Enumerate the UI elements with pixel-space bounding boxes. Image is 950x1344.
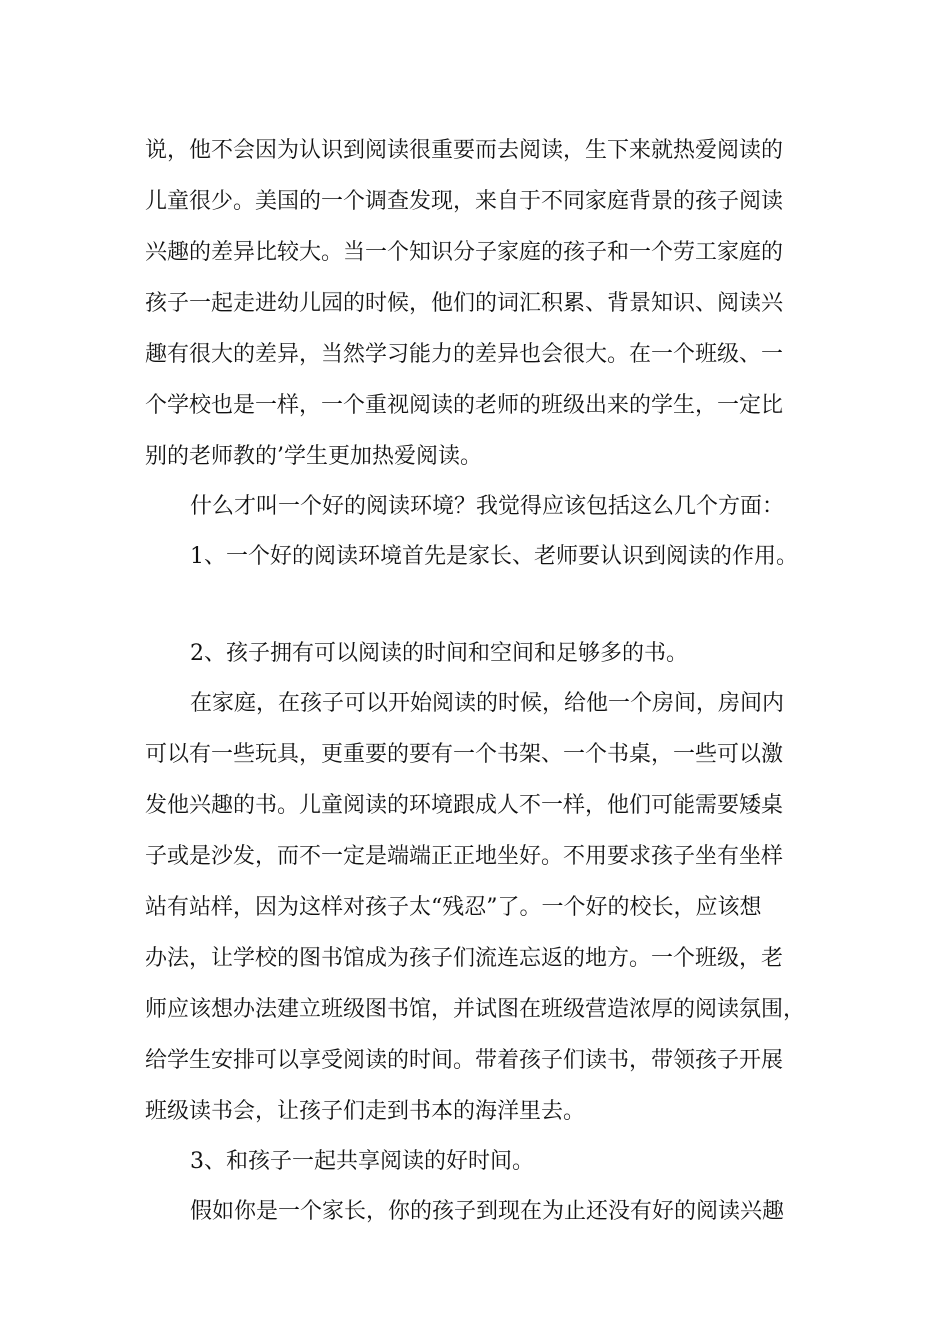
list-item-2: 2、孩子拥有可以阅读的时间和空间和足够多的书。	[190, 641, 688, 666]
list-item-3: 3、和孩子一起共享阅读的好时间。	[190, 1149, 534, 1174]
text-line: 子或是沙发，而不一定是端端正正地坐好。不用要求孩子坐有坐样	[145, 844, 784, 869]
text-line: 孩子一起走进幼儿园的时候，他们的词汇积累、背景知识、阅读兴	[145, 291, 784, 316]
text-line: 师应该想办法建立班级图书馆，并试图在班级营造浓厚的阅读氛围，	[145, 997, 806, 1022]
text-line: 说，他不会因为认识到阅读很重要而去阅读，生下来就热爱阅读的	[145, 138, 784, 163]
paragraph-start: 假如你是一个家长，你的孩子到现在为止还没有好的阅读兴趣	[190, 1199, 785, 1224]
text-line: 给学生安排可以享受阅读的时间。带着孩子们读书，带领孩子开展	[145, 1048, 784, 1073]
text-line: 可以有一些玩具，更重要的要有一个书架、一个书桌，一些可以激	[145, 742, 784, 767]
paragraph-start: 什么才叫一个好的阅读环境？我觉得应该包括这么几个方面：	[190, 494, 785, 519]
text-line: 发他兴趣的书。儿童阅读的环境跟成人不一样，他们可能需要矮桌	[145, 793, 784, 818]
text-line: 班级读书会，让孩子们走到书本的海洋里去。	[145, 1099, 586, 1124]
paragraph-start: 在家庭，在孩子可以开始阅读的时候，给他一个房间，房间内	[190, 691, 785, 716]
text-line: 个学校也是一样，一个重视阅读的老师的班级出来的学生，一定比	[145, 393, 784, 418]
text-line: 趣有很大的差异，当然学习能力的差异也会很大。在一个班级、一	[145, 342, 784, 367]
list-item-1: 1、一个好的阅读环境首先是家长、老师要认识到阅读的作用。	[190, 544, 798, 569]
text-line: 办法，让学校的图书馆成为孩子们流连忘返的地方。一个班级，老	[145, 946, 784, 971]
text-line: 兴趣的差异比较大。当一个知识分子家庭的孩子和一个劳工家庭的	[145, 240, 784, 265]
text-line: 儿童很少。美国的一个调查发现，来自于不同家庭背景的孩子阅读	[145, 189, 784, 214]
text-line: 站有站样，因为这样对孩子太“残忍”了。一个好的校长，应该想	[145, 895, 762, 920]
text-line: 别的老师教的’学生更加热爱阅读。	[145, 444, 482, 469]
